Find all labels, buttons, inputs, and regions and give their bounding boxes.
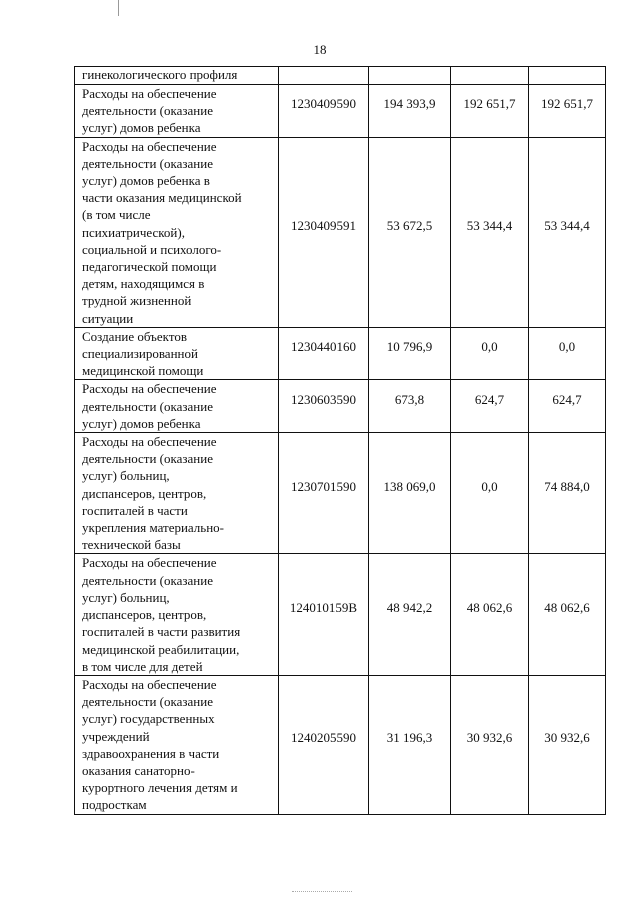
amount-cell-year-1: [369, 675, 451, 814]
expense-description-line: услуг) больниц,: [82, 468, 170, 484]
expense-description-line: Расходы на обеспечение: [82, 555, 217, 571]
expense-description-line: услуг) государственных: [82, 711, 215, 727]
scan-edge-mark: [118, 0, 119, 16]
amount-value: 0,0: [558, 339, 576, 355]
expense-description: [75, 675, 279, 814]
expense-description-line: части оказания медицинской: [82, 190, 242, 206]
expense-description-line: деятельности (оказание: [82, 451, 213, 467]
expense-description-line: гинекологического профиля: [82, 67, 238, 82]
expense-description-line: диспансеров, центров,: [82, 607, 207, 623]
expense-description-line: Расходы на обеспечение: [82, 86, 217, 101]
amount-value: 138 069,0: [383, 478, 436, 494]
expense-description-line: услуг) больниц,: [82, 589, 170, 605]
amount-cell-year-2: [451, 380, 529, 433]
expense-description: [75, 85, 279, 138]
amount-value: 53 672,5: [386, 217, 433, 233]
table-row: [75, 380, 606, 433]
expense-description-line: деятельности (оказание: [82, 694, 213, 710]
amount-cell-year-3: [529, 380, 606, 433]
budget-code: 1230440160: [291, 339, 356, 355]
budget-code-cell: [279, 380, 369, 433]
amount-cell-year-2: [451, 675, 529, 814]
budget-code-cell: [279, 675, 369, 814]
table-row: [75, 327, 606, 380]
budget-code-cell: [279, 554, 369, 675]
expense-description-line: деятельности (оказание: [82, 103, 213, 119]
expense-description-line: деятельности (оказание: [82, 155, 213, 171]
amount-cell-year-2: [451, 137, 529, 327]
amount-value: 0,0: [481, 339, 498, 355]
amount-value: 48 062,6: [544, 600, 590, 616]
expense-description: [75, 380, 279, 433]
expense-description-line: в том числе для детей: [82, 658, 203, 674]
amount-cell-year-2: [451, 327, 529, 380]
expense-description-line: услуг) домов ребенка: [82, 415, 201, 431]
expense-description-line: оказания санаторно-: [82, 762, 195, 778]
amount-cell-year-1: [369, 554, 451, 675]
amount-value: 192 651,7: [463, 96, 516, 112]
amount-value: 48 942,2: [386, 600, 433, 616]
expense-description-line: подросткам: [82, 797, 147, 813]
expense-description-line: специализированной: [82, 346, 198, 362]
amount-value: 31 196,3: [386, 730, 433, 746]
table-row: [75, 433, 606, 554]
amount-cell-year-1: [369, 433, 451, 554]
expense-description-line: госпиталей в части: [82, 502, 188, 518]
expense-description-line: укрепления материально-: [82, 520, 225, 536]
amount-cell-year-3: [529, 554, 606, 675]
amount-cell-year-3: [529, 675, 606, 814]
expense-description: [75, 137, 279, 327]
amount-cell-year-3: [529, 67, 606, 85]
amount-cell-year-2: [451, 433, 529, 554]
amount-cell-year-1: [369, 327, 451, 380]
expense-description-line: Расходы на обеспечение: [82, 676, 217, 692]
budget-code: 1230409590: [291, 96, 356, 112]
budget-code: 124010159В: [289, 600, 358, 616]
expense-description-line: услуг) домов ребенка в: [82, 173, 210, 189]
expense-description: [75, 554, 279, 675]
table-row: [75, 67, 606, 85]
expense-description: [75, 67, 279, 85]
expense-description-line: учреждений: [82, 728, 150, 744]
table-row: [75, 675, 606, 814]
expense-description-line: технической базы: [82, 537, 181, 553]
amount-value: 74 884,0: [544, 478, 590, 494]
expense-description-line: здравоохранения в части: [82, 745, 220, 761]
expense-description: [75, 327, 279, 380]
expense-description-line: трудной жизненной: [82, 293, 192, 309]
amount-cell-year-3: [529, 137, 606, 327]
expense-description-line: Расходы на обеспечение: [82, 434, 217, 450]
amount-value: 30 932,6: [466, 730, 513, 746]
amount-cell-year-1: [369, 380, 451, 433]
budget-code: 1230409591: [291, 217, 356, 233]
expense-description-line: курортного лечения детям и: [82, 780, 238, 796]
budget-code: 1230701590: [291, 478, 356, 494]
amount-value: 10 796,9: [386, 339, 433, 355]
expense-description-line: деятельности (оказание: [82, 572, 213, 588]
amount-value: 0,0: [481, 478, 498, 494]
amount-cell-year-2: [451, 85, 529, 138]
expense-description-line: педагогической помощи: [82, 259, 217, 275]
page-number: 18: [313, 42, 327, 57]
expense-description-line: медицинской реабилитации,: [82, 641, 240, 657]
amount-value: 48 062,6: [466, 600, 513, 616]
table-row: [75, 137, 606, 327]
amount-cell-year-1: [369, 85, 451, 138]
amount-cell-year-2: [451, 554, 529, 675]
amount-value: 624,7: [552, 391, 582, 407]
expense-description-line: психиатрической),: [82, 224, 185, 240]
amount-cell-year-2: [451, 67, 529, 85]
amount-value: 673,8: [394, 391, 425, 407]
budget-code: 1240205590: [291, 730, 356, 746]
expense-description: [75, 433, 279, 554]
expense-description-line: Создание объектов: [82, 328, 187, 344]
expense-description-line: ситуации: [82, 310, 134, 326]
amount-cell-year-3: [529, 327, 606, 380]
budget-table-body: [75, 67, 606, 815]
budget-code: 1230603590: [291, 391, 356, 407]
expense-description-line: госпиталей в части развития: [82, 624, 241, 640]
scan-edge-mark: [292, 891, 352, 892]
amount-value: 624,7: [474, 391, 505, 407]
expense-description-line: социальной и психолого-: [82, 241, 222, 257]
expense-description-line: диспансеров, центров,: [82, 485, 207, 501]
table-row: [75, 85, 606, 138]
budget-code-cell: [279, 137, 369, 327]
amount-cell-year-3: [529, 433, 606, 554]
amount-cell-year-1: [369, 67, 451, 85]
expense-description-line: медицинской помощи: [82, 363, 204, 379]
amount-value: 53 344,4: [466, 217, 513, 233]
budget-table: [74, 66, 606, 815]
expense-description-line: Расходы на обеспечение: [82, 138, 217, 154]
budget-code-cell: [279, 327, 369, 380]
amount-value: 53 344,4: [544, 217, 590, 233]
budget-code-cell: [279, 85, 369, 138]
amount-cell-year-1: [369, 137, 451, 327]
expense-description-line: Расходы на обеспечение: [82, 381, 217, 397]
amount-value: 194 393,9: [383, 96, 436, 112]
budget-code-cell: [279, 433, 369, 554]
table-row: [75, 554, 606, 675]
amount-value: 30 932,6: [544, 730, 590, 746]
expense-description-line: детям, находящимся в: [82, 276, 205, 292]
amount-value: 192 651,7: [541, 96, 593, 112]
expense-description-line: деятельности (оказание: [82, 398, 213, 414]
amount-cell-year-3: [529, 85, 606, 138]
expense-description-line: услуг) домов ребенка: [82, 120, 201, 136]
expense-description-line: (в том числе: [82, 207, 151, 223]
budget-code-cell: [279, 67, 369, 85]
